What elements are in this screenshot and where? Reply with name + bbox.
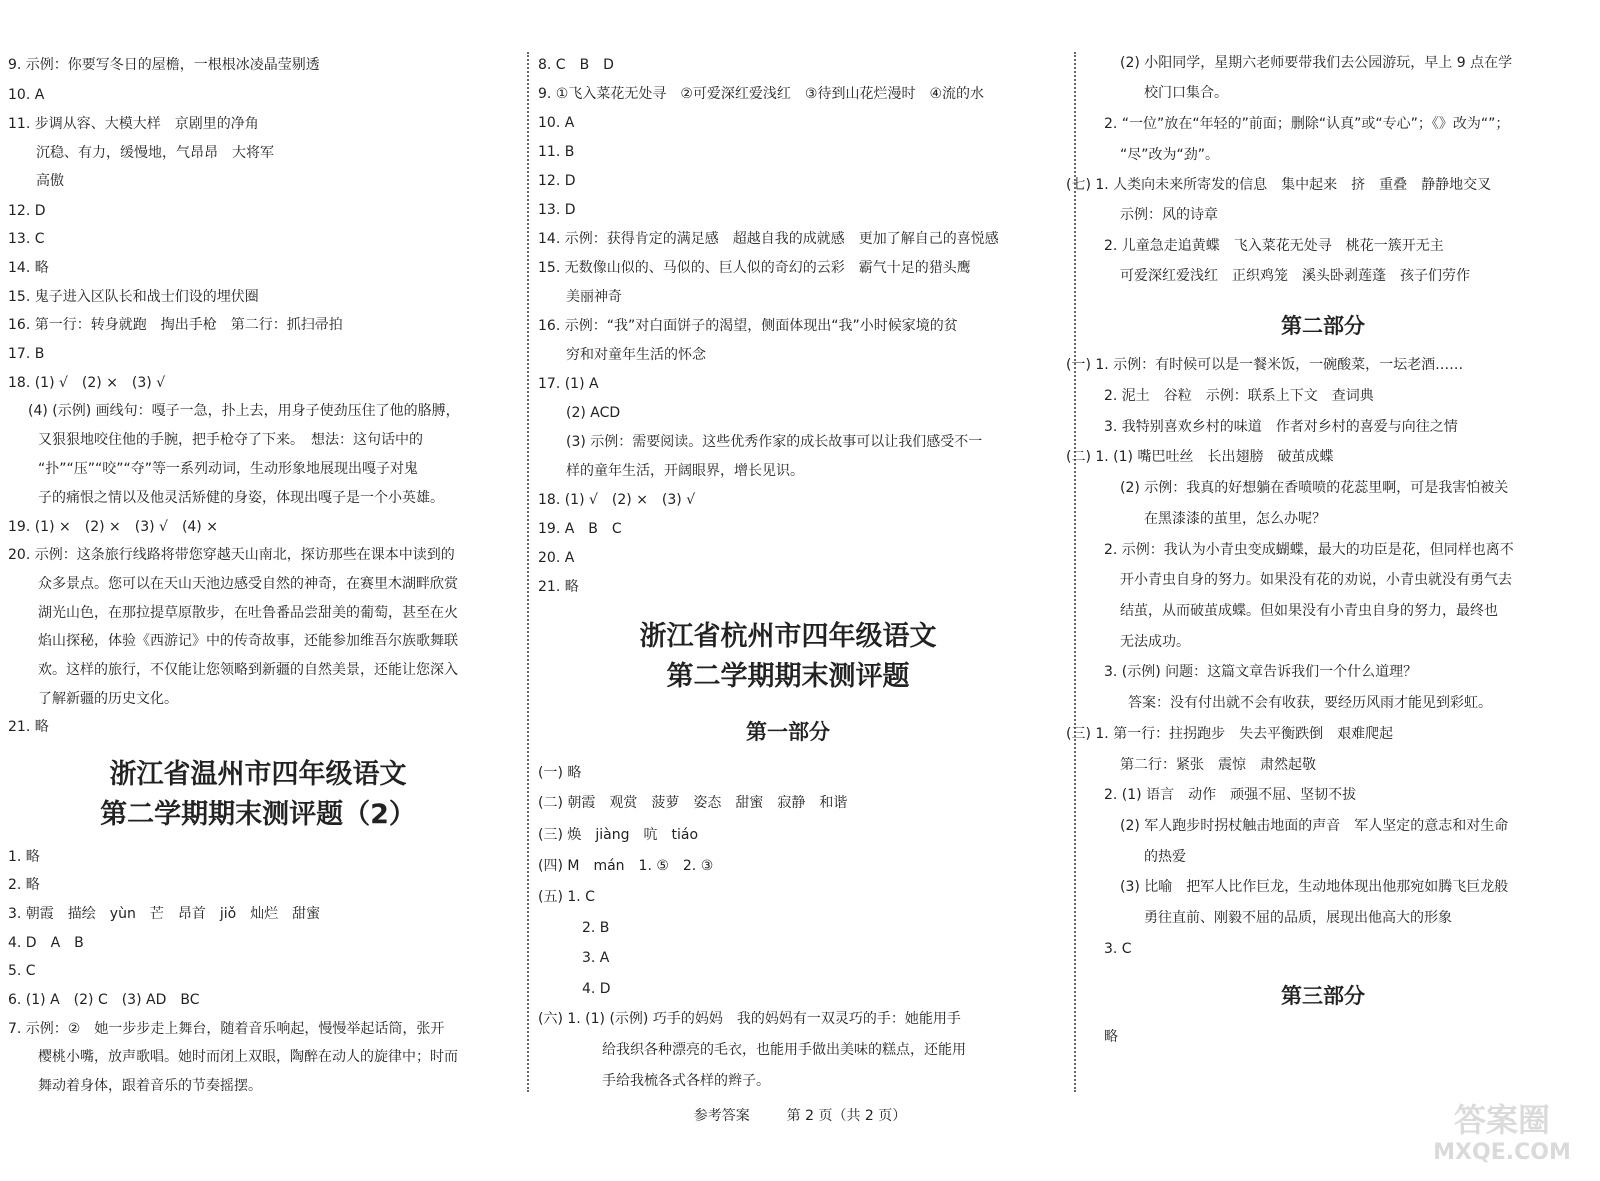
answer-line: 湖光山色，在那拉提草原散步，在吐鲁番品尝甜美的葡萄，甚至在火 (38, 605, 458, 621)
answer-line: 2. 略 (8, 877, 40, 893)
answer-line: 5. C (8, 963, 36, 979)
watermark-logo (1412, 1097, 1592, 1167)
answer-line: (五) 1. C (538, 889, 595, 905)
answer-line: 樱桃小嘴，放声歌唱。她时而闭上双眼，陶醉在动人的旋律中；时而 (38, 1049, 458, 1065)
answer-line: 6. (1) A (2) C (3) AD BC (8, 992, 200, 1008)
answer-line: 14. 略 (8, 260, 49, 276)
answer-line: 子的痛恨之情以及他灵活矫健的身姿，体现出嘎子是一个小英雄。 (38, 490, 444, 506)
answer-line: 第二行：紧张 震惊 肃然起敬 (1120, 757, 1316, 773)
answer-line: 14. 示例：获得肯定的满足感 超越自我的成就感 更加了解自己的喜悦感 (538, 231, 999, 247)
answer-line: (一) 略 (538, 765, 582, 781)
answer-line: 给我织各种漂亮的毛衣，也能用手做出美味的糕点，还能用 (602, 1042, 966, 1058)
wenzhou-title-line-2: 第二学期期末测评题（2） (100, 799, 416, 830)
answer-line: (2) 小阳同学，星期六老师要带我们去公园游玩，早上 9 点在学 (1120, 55, 1513, 71)
answer-line: (2) ACD (566, 405, 621, 421)
answer-line: (四) M mán 1. ⑤ 2. ③ (538, 858, 714, 874)
answer-line: 10. A (538, 115, 575, 131)
answer-line: 的热爱 (1144, 849, 1186, 865)
part-three-heading: 第三部分 (1281, 984, 1365, 1008)
answer-line: 21. 略 (538, 579, 579, 595)
answer-line: 沉稳、有力，缓慢地，气昂昂 大将军 (36, 145, 274, 161)
answer-line: 了解新疆的历史文化。 (38, 691, 178, 707)
answer-line: 手给我梳各式各样的辫子。 (602, 1073, 770, 1089)
answer-line: 1. 略 (8, 849, 40, 865)
answer-line: 11. 步调从容、大模大样 京剧里的净角 (8, 116, 259, 132)
answer-line: 12. D (538, 173, 576, 189)
answer-line: 20. 示例：这条旅行线路将带您穿越天山南北，探访那些在课本中读到的 (8, 547, 455, 563)
page-footer (0, 1105, 1600, 1125)
answer-line: 21. 略 (8, 719, 49, 735)
answer-line: 16. 示例：“我”对白面饼子的渴望，侧面体现出“我”小时候家境的贫 (538, 318, 958, 334)
hangzhou-title-line-2: 第二学期期末测评题 (666, 661, 910, 692)
answer-line: “尽”改为“劲”。 (1120, 147, 1220, 163)
answer-line: 3. (示例) 问题：这篇文章告诉我们一个什么道理？ (1104, 664, 1418, 680)
answer-line: (3) 比喻 把军人比作巨龙，生动地体现出他那宛如腾飞巨龙般 (1120, 879, 1509, 895)
answer-line: 17. (1) A (538, 376, 599, 392)
answer-line: (2) 军人跑步时拐杖触击地面的声音 军人坚定的意志和对生命 (1120, 818, 1509, 834)
answer-line: 10. A (8, 87, 45, 103)
answer-line: 高傲 (36, 173, 64, 189)
answer-line: 舞动着身体，跟着音乐的节奏摇摆。 (38, 1078, 262, 1094)
answer-line: 2. (1) 语言 动作 顽强不屈、坚韧不拔 (1104, 787, 1357, 803)
answer-line: “扑”“压”“咬”“夺”等一系列动词，生动形象地展现出嘎子对鬼 (38, 461, 419, 477)
part-one-heading: 第一部分 (746, 720, 830, 744)
answer-line: 无法成功。 (1120, 634, 1190, 650)
answer-line: 20. A (538, 550, 575, 566)
answer-line: (二) 1. (1) 嘴巴吐丝 长出翅膀 破茧成蝶 (1066, 449, 1334, 465)
answer-line: 12. D (8, 203, 46, 219)
answer-line: 18. (1) √ (2) × (3) √ (8, 375, 166, 391)
wenzhou-title-line-1: 浙江省温州市四年级语文 (109, 759, 407, 790)
answer-line: 4. D (582, 981, 611, 997)
answer-line: 又狠狠地咬住他的手腕，把手枪夺了下来。 想法：这句话中的 (38, 432, 423, 448)
answer-line: 结茧，从而破茧成蝶。但如果没有小青虫自身的努力，最终也 (1120, 603, 1498, 619)
answer-line: 穷和对童年生活的怀念 (566, 347, 706, 363)
footer-page-number: 第 2 页（共 2 页） (786, 1108, 907, 1124)
watermark-text-cn: 答案圈 (1453, 1101, 1551, 1139)
answer-line: (4) (示例) 画线句：嘎子一急，扑上去，用身子使劲压住了他的胳膊， (28, 403, 460, 419)
answer-line: 样的童年生活，开阔眼界，增长见识。 (566, 463, 804, 479)
answer-line: 19. A B C (538, 521, 622, 537)
answer-line: 18. (1) √ (2) × (3) √ (538, 492, 696, 508)
answer-line: (二) 朝霞 观赏 菠萝 姿态 甜蜜 寂静 和谐 (538, 795, 848, 811)
answer-line: (三) 1. 第一行：拄拐跑步 失去平衡跌倒 艰难爬起 (1066, 726, 1394, 742)
answer-line: 3. A (582, 950, 610, 966)
answer-line: 美丽神奇 (566, 289, 622, 305)
answer-line: 13. D (538, 202, 576, 218)
column-divider-2 (1074, 52, 1076, 1092)
answer-line: 可爱深红爱浅红 正织鸡笼 溪头卧剥莲蓬 孩子们劳作 (1120, 268, 1470, 284)
answer-line: 2. 示例：我认为小青虫变成蝴蝶，最大的功臣是花，但同样也离不 (1104, 542, 1514, 558)
answer-line: 校门口集合。 (1144, 85, 1228, 101)
answer-line: 16. 第一行：转身就跑 掏出手枪 第二行：抓扫帚拍 (8, 317, 343, 333)
answer-line: 19. (1) × (2) × (3) √ (4) × (8, 519, 218, 535)
answer-line: 7. 示例：② 她一步步走上舞台，随着音乐响起，慢慢举起话筒，张开 (8, 1021, 445, 1037)
answer-line: 8. C B D (538, 57, 614, 73)
answer-line: (3) 示例：需要阅读。这些优秀作家的成长故事可以让我们感受不一 (566, 434, 983, 450)
answer-line: (六) 1. (1) (示例) 巧手的妈妈 我的妈妈有一双灵巧的手：她能用手 (538, 1011, 961, 1027)
answer-line: 众多景点。您可以在天山天池边感受自然的神奇，在赛里木湖畔欣赏 (38, 576, 458, 592)
answer-line: 答案：没有付出就不会有收获，要经历风雨才能见到彩虹。 (1128, 695, 1492, 711)
answer-line: 略 (1104, 1029, 1118, 1045)
answer-line: 勇往直前、刚毅不屈的品质，展现出他高大的形象 (1144, 910, 1452, 926)
answer-line: (三) 焕 jiàng 吭 tiáo (538, 827, 699, 843)
answer-line: 开小青虫自身的努力。如果没有花的劝说，小青虫就没有勇气去 (1120, 572, 1512, 588)
answer-line: 3. C (1104, 941, 1132, 957)
watermark-text-en: MXQE.COM (1433, 1140, 1571, 1165)
answer-line: 3. 我特别喜欢乡村的味道 作者对乡村的喜爱与向往之情 (1104, 419, 1458, 435)
answer-line: 9. 示例：你要写冬日的屋檐，一根根冰凌晶莹剔透 (8, 57, 320, 73)
answer-line: 9. ①飞入菜花无处寻 ②可爱深红爱浅红 ③待到山花烂漫时 ④流的水 (538, 86, 985, 102)
answer-line: 17. B (8, 346, 45, 362)
answer-line: 4. D A B (8, 935, 84, 951)
answer-line: 2. B (582, 920, 610, 936)
answer-line: 2. 儿童急走追黄蝶 飞入菜花无处寻 桃花一簇开无主 (1104, 238, 1444, 254)
hangzhou-title-line-1: 浙江省杭州市四年级语文 (639, 621, 937, 652)
answer-line: (一) 1. 示例：有时候可以是一餐米饭，一碗酸菜，一坛老酒…… (1066, 357, 1464, 373)
answer-line: 焰山探秘，体验《西游记》中的传奇故事，还能参加维吾尔族歌舞联 (38, 633, 458, 649)
answer-line: (2) 示例：我真的好想躺在香喷喷的花蕊里啊，可是我害怕被关 (1120, 480, 1509, 496)
answer-line: 示例：风的诗章 (1120, 207, 1218, 223)
answer-line: 2. 泥土 谷粒 示例：联系上下文 查词典 (1104, 388, 1374, 404)
column-divider-1 (527, 52, 529, 1092)
answer-line: 2. “一位”放在“年轻的”前面；删除“认真”或“专心”；《》改为“”； (1104, 116, 1510, 132)
answer-line: (七) 1. 人类向未来所寄发的信息 集中起来 挤 重叠 静静地交叉 (1066, 177, 1492, 193)
answer-line: 15. 鬼子进入区队长和战士们设的埋伏圈 (8, 289, 259, 305)
answer-line: 13. C (8, 231, 45, 247)
answer-line: 在黑漆漆的茧里，怎么办呢？ (1144, 511, 1326, 527)
footer-label: 参考答案 (693, 1108, 750, 1124)
answer-line: 欢。这样的旅行，不仅能让您领略到新疆的自然美景，还能让您深入 (38, 662, 458, 678)
answer-line: 3. 朝霞 描绘 yùn 芒 昂首 jiǒ 灿烂 甜蜜 (8, 906, 321, 922)
answer-line: 15. 无数像山似的、马似的、巨人似的奇幻的云彩 霸气十足的猎头鹰 (538, 260, 971, 276)
answer-line: 11. B (538, 144, 575, 160)
part-two-heading: 第二部分 (1281, 314, 1365, 338)
